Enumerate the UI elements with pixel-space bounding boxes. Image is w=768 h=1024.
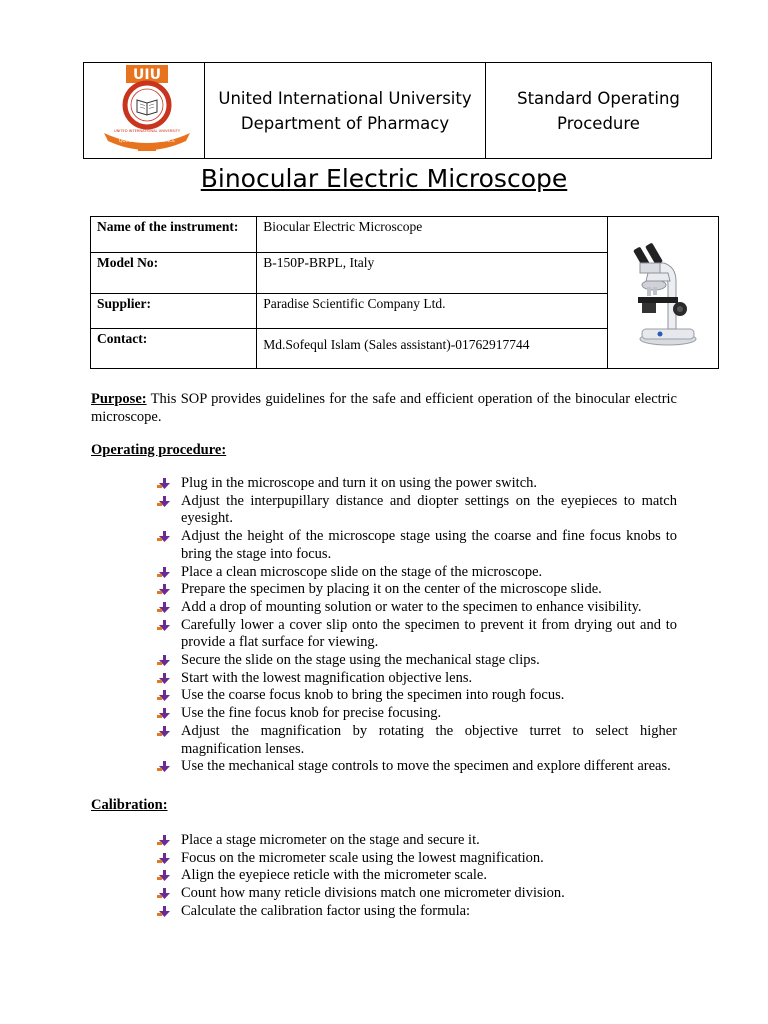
list-item bbox=[157, 564, 677, 582]
model-value: B-150P-BRPL, Italy bbox=[257, 253, 608, 294]
list-item bbox=[157, 758, 677, 776]
arrow-bullet-icon bbox=[157, 870, 171, 882]
instrument-name-value: Biocular Electric Microscope bbox=[257, 217, 608, 253]
arrow-bullet-icon bbox=[157, 708, 171, 720]
list-item bbox=[157, 670, 677, 688]
logo-banner-text: QUEST FOR EXCELLENCE bbox=[118, 139, 176, 144]
arrow-bullet-icon bbox=[157, 906, 171, 918]
list-item-text: Focus on the micrometer scale using the lowest magnification. bbox=[181, 849, 544, 866]
arrow-bullet-icon bbox=[157, 478, 171, 490]
list-item-text: Calculate the calibration factor using the formula: bbox=[181, 902, 471, 919]
document-type-line2: Procedure bbox=[557, 113, 640, 133]
arrow-bullet-icon bbox=[157, 655, 171, 667]
list-item bbox=[157, 832, 677, 850]
arrow-bullet-icon bbox=[157, 567, 171, 579]
list-item-text: Secure the slide on the stage using the mechanical stage clips. bbox=[181, 652, 540, 669]
operating-procedure-heading: Operating procedure: bbox=[91, 442, 227, 458]
university-logo bbox=[94, 63, 194, 153]
supplier-value: Paradise Scientific Company Ltd. bbox=[257, 294, 608, 329]
operating-procedure-list bbox=[157, 475, 677, 776]
document-type-line1: Standard Operating bbox=[517, 88, 680, 108]
purpose-heading: Purpose: bbox=[91, 391, 147, 407]
logo-ring-text: UNITED INTERNATIONAL UNIVERSITY bbox=[113, 129, 181, 133]
list-item bbox=[157, 475, 677, 493]
list-item-text: Count how many reticle divisions match one micrometer division. bbox=[181, 885, 565, 902]
document-type-cell bbox=[486, 63, 712, 159]
list-item-text: Use the fine focus knob for precise focusing. bbox=[181, 705, 442, 722]
list-item bbox=[157, 885, 677, 903]
arrow-bullet-icon bbox=[157, 726, 171, 738]
list-item-text: Place a stage micrometer on the stage and secure it. bbox=[181, 832, 480, 848]
list-item bbox=[157, 903, 677, 921]
instrument-info-table bbox=[90, 216, 719, 369]
list-item bbox=[157, 850, 677, 868]
list-item-text: Use the mechanical stage controls to move the specimen and explore different areas. bbox=[181, 758, 671, 775]
list-item-text: Adjust the interpupillary distance and diopter settings on the eyepieces to match eyesight. bbox=[181, 492, 677, 527]
instrument-name-label: Name of the instrument: bbox=[91, 217, 257, 253]
list-item bbox=[157, 493, 677, 528]
arrow-bullet-icon bbox=[157, 690, 171, 702]
list-item bbox=[157, 867, 677, 885]
department-name: Department of Pharmacy bbox=[240, 113, 450, 133]
list-item-text: Plug in the microscope and turn it on using the power switch. bbox=[181, 475, 538, 491]
list-item-text: Adjust the height of the microscope stage using the coarse and fine focus knobs to bring the stage into focus. bbox=[181, 528, 677, 562]
arrow-bullet-icon bbox=[157, 531, 171, 543]
list-item-text: Prepare the specimen by placing it on the center of the microscope slide. bbox=[181, 581, 602, 598]
page-title: Binocular Electric Microscope bbox=[200, 164, 568, 193]
arrow-bullet-icon bbox=[157, 496, 171, 508]
arrow-bullet-icon bbox=[157, 602, 171, 614]
purpose-paragraph bbox=[91, 390, 677, 426]
list-item-text: Start with the lowest magnification objective lens. bbox=[181, 669, 473, 686]
arrow-bullet-icon bbox=[157, 673, 171, 685]
model-label: Model No: bbox=[91, 253, 257, 294]
arrow-bullet-icon bbox=[157, 761, 171, 773]
table-row bbox=[91, 217, 719, 253]
list-item bbox=[157, 705, 677, 723]
list-item bbox=[157, 652, 677, 670]
arrow-bullet-icon bbox=[157, 888, 171, 900]
list-item-text: Use the coarse focus knob to bring the specimen into rough focus. bbox=[181, 687, 565, 704]
arrow-bullet-icon bbox=[157, 853, 171, 865]
list-item-text: Align the eyepiece reticle with the micrometer scale. bbox=[181, 867, 487, 884]
supplier-label: Supplier: bbox=[91, 294, 257, 329]
calibration-heading: Calibration: bbox=[91, 797, 168, 813]
university-logo-cell bbox=[84, 63, 205, 159]
institution-name: United International University bbox=[218, 88, 472, 108]
list-item bbox=[157, 528, 677, 563]
purpose-text: This SOP provides guidelines for the safe and efficient operation of the binocular electric microscope. bbox=[91, 391, 677, 425]
institution-cell bbox=[205, 63, 486, 159]
arrow-bullet-icon bbox=[157, 584, 171, 596]
list-item bbox=[157, 687, 677, 705]
contact-value: Md.Sofequl Islam (Sales assistant)-01762917744 bbox=[257, 329, 608, 369]
instrument-image-cell bbox=[607, 217, 718, 369]
list-item-text: Adjust the magnification by rotating the objective turret to select higher magnification lenses. bbox=[181, 722, 677, 757]
calibration-list bbox=[157, 832, 677, 921]
list-item-text: Place a clean microscope slide on the stage of the microscope. bbox=[181, 563, 543, 580]
list-item bbox=[157, 617, 677, 652]
arrow-bullet-icon bbox=[157, 835, 171, 847]
list-item-text: Add a drop of mounting solution or water to the specimen to enhance visibility. bbox=[181, 598, 642, 615]
list-item bbox=[157, 581, 677, 599]
list-item-text: Carefully lower a cover slip onto the specimen to prevent it from drying out and to provide a flat surface for viewing. bbox=[181, 616, 677, 651]
list-item bbox=[157, 723, 677, 758]
list-item bbox=[157, 599, 677, 617]
contact-label: Contact: bbox=[91, 329, 257, 369]
arrow-bullet-icon bbox=[157, 620, 171, 632]
logo-abbrev: UIU bbox=[133, 67, 161, 83]
microscope-image bbox=[618, 233, 708, 348]
document-header bbox=[83, 62, 712, 159]
